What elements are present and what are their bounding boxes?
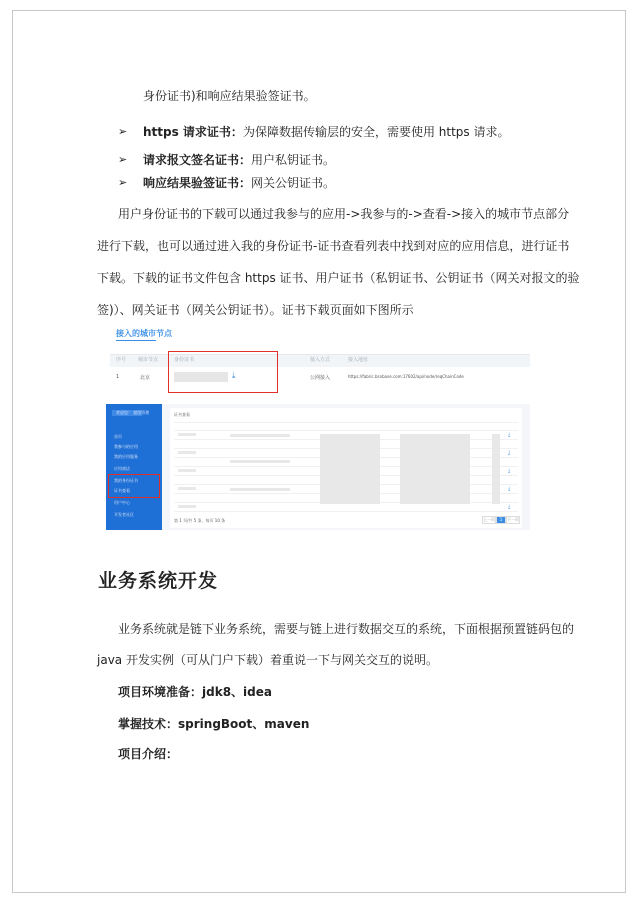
sidebar-item[interactable]: 应用商店	[114, 466, 130, 471]
item-label: 掌握技术：	[118, 717, 179, 731]
prev-page-button[interactable]: 上一页	[483, 517, 495, 522]
download-icon[interactable]: ⤓	[508, 450, 511, 456]
bullet-item	[143, 152, 335, 168]
row-access: 公网接入	[310, 375, 331, 381]
item-label: 项目环境准备：	[118, 685, 203, 699]
tech-item	[118, 716, 309, 732]
sidebar-header-text: 欢迎您！ 超级管理	[116, 410, 150, 415]
business-paragraph-line: 业务系统就是链下业务系统，需要与链上进行数据交互的系统，下面根据预置链码包的	[118, 622, 575, 636]
blurred-cell	[230, 460, 290, 463]
pagination-summary: 第 1 页/共 5 条，每页 10 条	[174, 518, 226, 523]
blurred-cell	[230, 434, 290, 437]
sidebar-item[interactable]: 开发者社区	[114, 512, 134, 517]
bullet-desc: 网关公钥证书。	[251, 176, 336, 190]
row-address: https://fabric.bsnbase.com:17602/api/node/reqChainCode	[348, 374, 464, 379]
col-header: 身份证书	[174, 357, 195, 363]
download-icon[interactable]: ⤓	[508, 504, 511, 510]
bullet-term: 请求报文签名证书：	[143, 153, 252, 167]
blurred-cell	[178, 433, 196, 436]
paragraph-continuation: 身份证书)和响应结果验签证书。	[143, 89, 316, 103]
blurred-cell	[178, 469, 196, 472]
item-label: 项目介绍：	[118, 747, 179, 761]
row-divider	[174, 430, 518, 431]
row-index: 1	[116, 374, 120, 380]
city-node-title: 接入的城市节点	[116, 329, 172, 338]
row-divider	[174, 422, 518, 423]
sidebar-item[interactable]: 我的应用服务	[114, 454, 138, 459]
sidebar-item[interactable]: 我参与的应用	[114, 444, 138, 449]
blurred-column	[320, 434, 380, 504]
download-icon[interactable]: ⤓	[508, 468, 511, 474]
bullet-arrow-icon: ➢	[118, 125, 128, 138]
item-value: springBoot、maven	[178, 717, 310, 731]
city-node-screenshot	[110, 326, 530, 396]
col-header: 接入地址	[348, 357, 369, 363]
col-header: 接入方式	[310, 357, 331, 363]
env-item	[118, 684, 272, 700]
next-page-button[interactable]: 下一页	[507, 517, 519, 522]
blurred-cell	[230, 488, 290, 491]
blurred-cell	[178, 487, 196, 490]
page-number-button[interactable]: 1	[496, 516, 506, 524]
row-city: 北京	[140, 375, 151, 381]
bullet-desc: 为保障数据传输层的安全，需要使用 https 请求。	[242, 125, 510, 139]
download-icon[interactable]: ⤓	[508, 486, 511, 492]
title-underline	[116, 340, 156, 341]
download-paragraph-line: 签)）、网关证书（网关公钥证书）。证书下载页面如下图所示	[97, 303, 414, 317]
blurred-cell	[178, 505, 196, 508]
blurred-column	[492, 434, 500, 504]
bullet-item	[143, 124, 509, 140]
business-paragraph-line: java 开发实例（可从门户下载）着重说一下与网关交互的说明。	[97, 653, 438, 667]
row-divider	[174, 511, 518, 512]
download-paragraph-line: 用户身份证书的下载可以通过我参与的应用->我参与的->查看->接入的城市节点部分	[118, 207, 570, 221]
cert-panel	[170, 408, 522, 528]
intro-item	[118, 746, 178, 762]
item-value: jdk8、idea	[202, 685, 272, 699]
bullet-desc: 用户私钥证书。	[251, 153, 336, 167]
sidebar	[106, 404, 162, 530]
download-icon[interactable]: ⤓	[508, 432, 511, 438]
sidebar-item[interactable]: 我的身份证书	[114, 478, 138, 483]
sidebar-item[interactable]: 证书查看	[114, 488, 130, 493]
col-header: 城市节点	[138, 357, 159, 363]
bullet-arrow-icon: ➢	[118, 153, 128, 166]
sidebar-item[interactable]: 首页	[114, 434, 122, 439]
bullet-term: https 请求证书：	[143, 125, 243, 139]
highlight-box	[108, 474, 160, 498]
download-paragraph-line: 进行下载，也可以通过进入我的身份证书-证书查看列表中找到对应的应用信息，进行证书	[97, 239, 570, 253]
download-paragraph-line: 下载。下载的证书文件包含 https 证书、用户证书（私钥证书、公钥证书（网关对报文的验	[97, 271, 580, 285]
section-heading: 业务系统开发	[98, 570, 219, 592]
bullet-arrow-icon: ➢	[118, 176, 128, 189]
bullet-term: 响应结果验签证书：	[143, 176, 252, 190]
col-header: 序号	[116, 357, 127, 363]
bullet-item	[143, 175, 335, 191]
download-icon[interactable]: ⤓	[232, 371, 236, 380]
cert-list-screenshot	[106, 404, 530, 530]
blurred-cell	[178, 451, 196, 454]
sidebar-item[interactable]: 用户中心	[114, 500, 130, 505]
panel-title: 证书查看	[174, 412, 190, 417]
blurred-column	[400, 434, 470, 504]
highlight-box	[168, 351, 278, 393]
